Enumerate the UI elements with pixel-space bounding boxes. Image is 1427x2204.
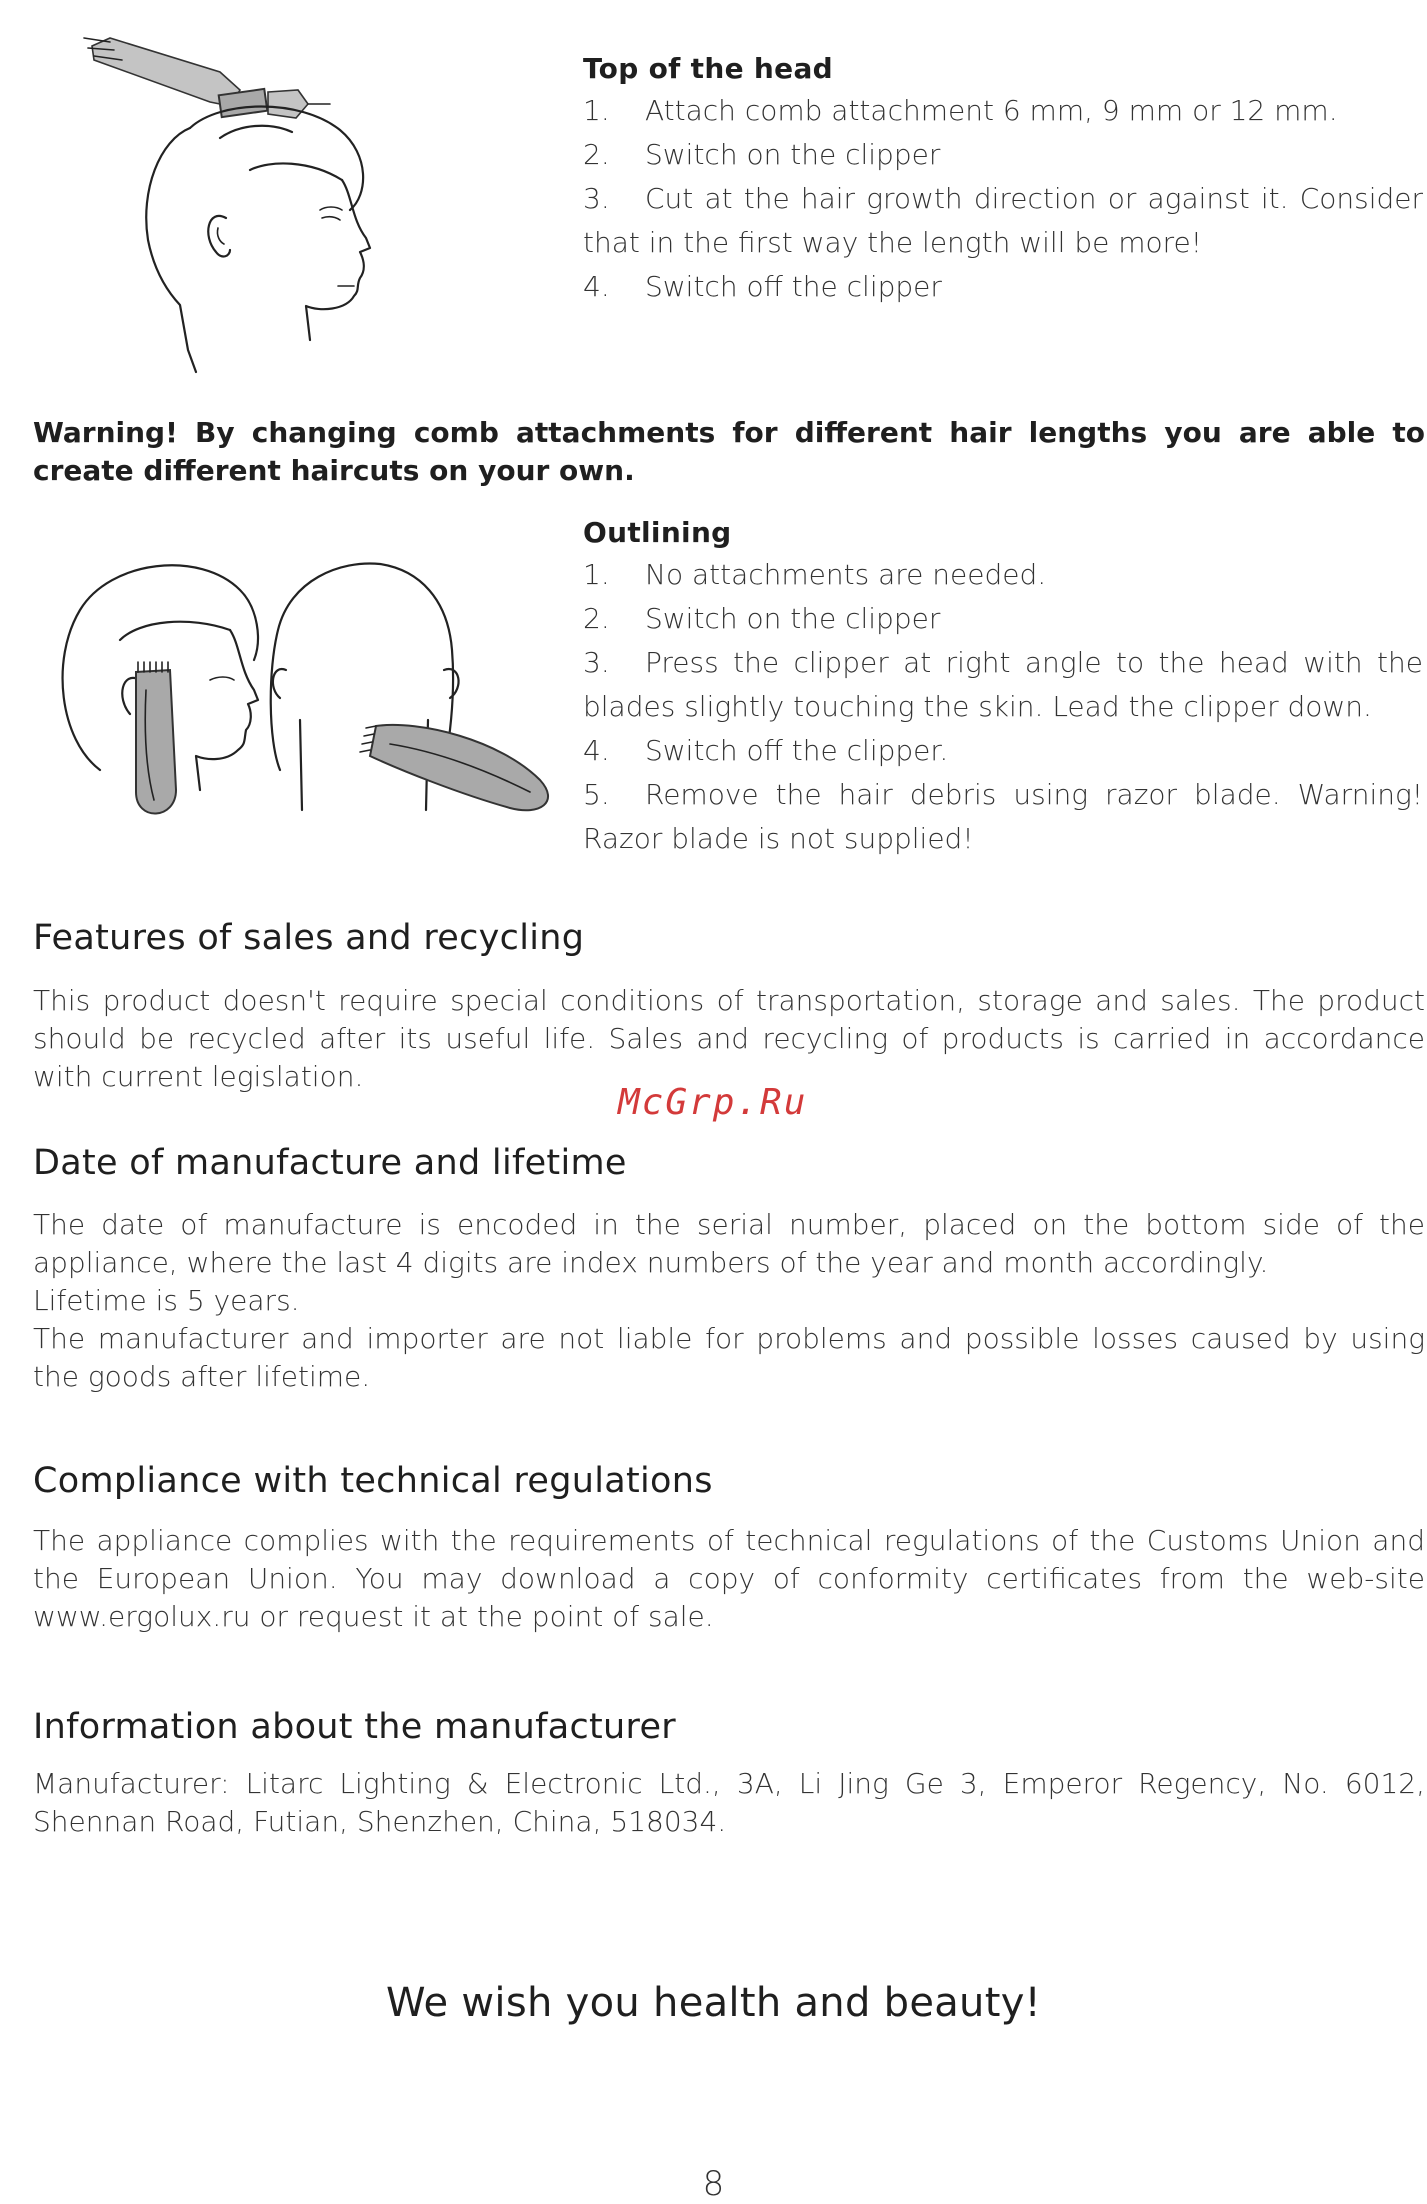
illustration-outlining — [40, 530, 560, 850]
lifetime-paragraph: Lifetime is 5 years. — [33, 1284, 300, 1317]
step-item: 4. Switch off the clipper — [583, 270, 942, 303]
compliance-text: The appliance complies with the requirements of technical regulations of the Customs Union and the European Union. You may download a copy of conformity certificates from the web-site www.ergolux.ru or request it at the point of sale. — [33, 1524, 1425, 1633]
outlining-drawing — [40, 530, 560, 850]
lifetime-paragraph: The date of manufacture is encoded in the serial number, placed on the bottom side of the appliance, where the last 4 digits are index numbers of the year and month accordingly. — [33, 1208, 1425, 1279]
head-clipper-drawing — [70, 20, 390, 380]
step-item: 2. Switch on the clipper — [583, 138, 941, 171]
step-item: 3. Cut at the hair growth direction or against it. Consider that in the first way the length will be more! — [583, 182, 1423, 259]
outlining-steps — [583, 553, 1423, 861]
step-item: 5. Remove the hair debris using razor blade. Warning! Razor blade is not supplied! — [583, 778, 1423, 855]
step-item: 1. Attach comb attachment 6 mm, 9 mm or 12 mm. — [583, 94, 1338, 127]
sales-text: This product doesn't require special conditions of transportation, storage and sales. The product should be recycled after its useful life. Sales and recycling of products is carried in accordance with current legislation. — [33, 984, 1425, 1093]
warning-text: Warning! By changing comb attachments for different hair lengths you are able to create different haircuts on your own. — [33, 416, 1425, 487]
lifetime-heading: Date of manufacture and lifetime — [33, 1143, 627, 1183]
top-of-head-steps — [583, 89, 1423, 309]
lifetime-text — [33, 1206, 1425, 1396]
outlining-title: Outlining — [583, 516, 732, 549]
outlining-section — [583, 516, 1423, 861]
illustration-top-of-head — [70, 20, 390, 380]
manufacturer-text: Manufacturer: Litarc Lighting & Electronic Ltd., 3A, Li Jing Ge 3, Emperor Regency, No. 6012, Shennan Road, Futian, Shenzhen, China, 518034. — [33, 1767, 1425, 1838]
sales-heading: Features of sales and recycling — [33, 918, 585, 958]
page-number: 8 — [702, 2164, 725, 2204]
manufacturer-heading: Information about the manufacturer — [33, 1707, 676, 1747]
top-of-head-title: Top of the head — [583, 52, 833, 85]
lifetime-paragraph: The manufacturer and importer are not liable for problems and possible losses caused by using the goods after lifetime. — [33, 1322, 1425, 1393]
step-item: 1. No attachments are needed. — [583, 558, 1047, 591]
compliance-heading: Compliance with technical regulations — [33, 1461, 713, 1501]
step-item: 4. Switch off the clipper. — [583, 734, 949, 767]
step-item: 3. Press the clipper at right angle to the head with the blades slightly touching the skin. Lead the clipper down. — [583, 646, 1423, 723]
closing-message: We wish you health and beauty! — [385, 1980, 1042, 2026]
step-item: 2. Switch on the clipper — [583, 602, 941, 635]
top-of-head-section — [583, 52, 1423, 309]
watermark: McGrp.Ru — [618, 1082, 808, 1123]
